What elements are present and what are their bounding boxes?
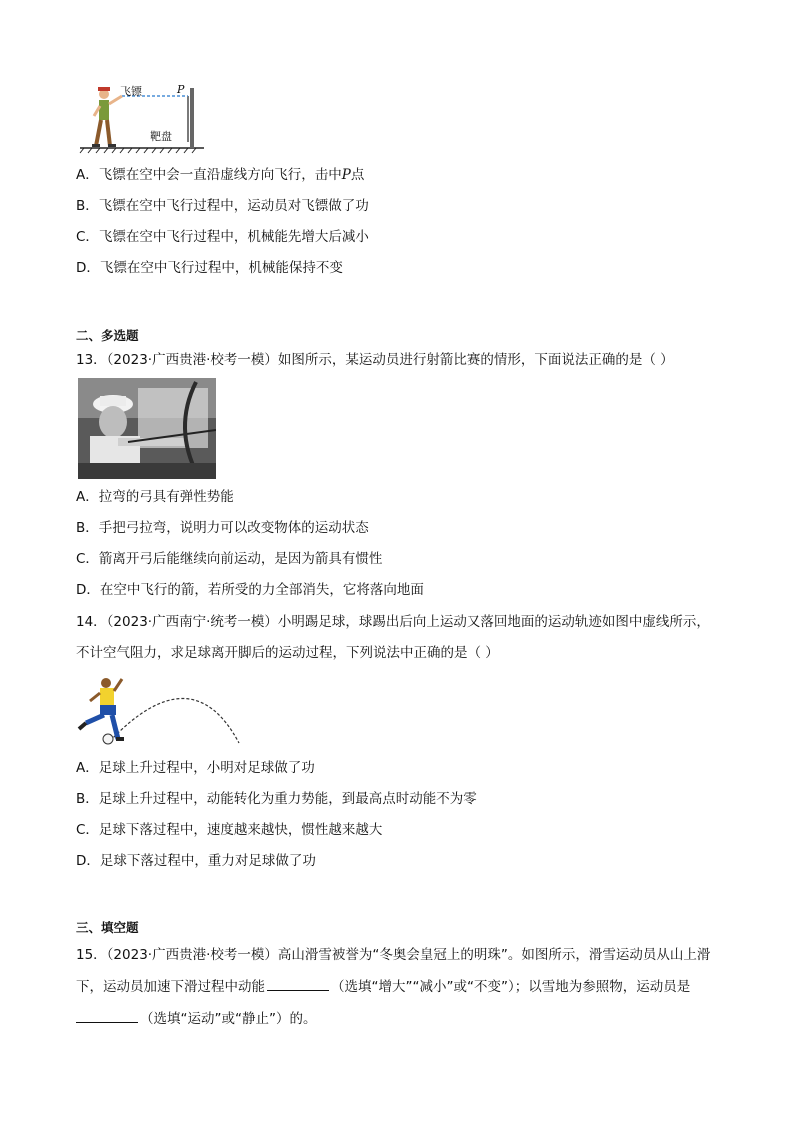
q15-line3-b: （选填“运动”或“静止”）的。 bbox=[140, 1011, 317, 1027]
q12-option-d: D．飞镖在空中飞行过程中，机械能保持不变 bbox=[76, 260, 343, 276]
q14-stem-line1: 14．（2023·广西南宁·统考一模）小明踢足球，球踢出后向上运动又落回地面的运动轨迹如图中虚线所示， bbox=[76, 614, 710, 630]
q15-line2-b: （选填“增大”“减小”或“不变”）；以雪地为参照物，运动员是 bbox=[331, 979, 691, 995]
ball-trajectory bbox=[110, 698, 239, 743]
q15-blank-1[interactable] bbox=[267, 976, 329, 991]
q13-option-c: C．箭离开弓后能继续向前运动，是因为箭具有惯性 bbox=[76, 551, 383, 567]
q13-option-a: A．拉弯的弓具有弹性势能 bbox=[76, 489, 234, 505]
q12-option-a-text: A．飞镖在空中会一直沿虚线方向飞行，击中 bbox=[76, 167, 342, 183]
q12-option-c: C．飞镖在空中飞行过程中，机械能先增大后减小 bbox=[76, 229, 369, 245]
section-heading-fill-in: 三、填空题 bbox=[76, 920, 139, 935]
q13-stem: 13．（2023·广西贵港·校考一模）如图所示，某运动员进行射箭比赛的情形，下面说法正确的是（ ） bbox=[76, 352, 674, 368]
dart-figure bbox=[78, 82, 208, 154]
q12-option-a bbox=[76, 165, 364, 185]
q15-line2-a: 下，运动员加速下滑过程中动能 bbox=[76, 979, 265, 995]
q15-blank-2[interactable] bbox=[76, 1008, 138, 1023]
q14-option-a: A．足球上升过程中，小明对足球做了功 bbox=[76, 760, 315, 776]
archery-photo bbox=[78, 378, 216, 479]
q15-line2 bbox=[76, 976, 690, 997]
q13-option-d: D．在空中飞行的箭，若所受的力全部消失，它将落向地面 bbox=[76, 582, 424, 598]
board-label: 靶盘 bbox=[150, 130, 172, 143]
q14-option-b: B．足球上升过程中，动能转化为重力势能，到最高点时动能不为零 bbox=[76, 791, 477, 807]
q14-option-d: D．足球下落过程中，重力对足球做了功 bbox=[76, 853, 316, 869]
q14-option-c: C．足球下落过程中，速度越来越快，惯性越来越大 bbox=[76, 822, 383, 838]
point-p: P bbox=[341, 167, 351, 183]
q15-line1: 15．（2023·广西贵港·校考一模）高山滑雪被誉为“冬奥会皇冠上的明珠”。如图所示，滑雪运动员从山上滑 bbox=[76, 947, 711, 963]
football-figure bbox=[74, 673, 244, 747]
q15-line3 bbox=[76, 1008, 316, 1029]
q14-stem-line2: 不计空气阻力，求足球离开脚后的运动过程，下列说法中正确的是（ ） bbox=[76, 645, 499, 661]
q12-option-a-tail: 点 bbox=[350, 167, 365, 183]
point-p-label: P bbox=[177, 83, 185, 96]
dart-label: 飞镖 bbox=[120, 85, 142, 98]
q13-option-b: B．手把弓拉弯，说明力可以改变物体的运动状态 bbox=[76, 520, 369, 536]
q12-option-b: B．飞镖在空中飞行过程中，运动员对飞镖做了功 bbox=[76, 198, 369, 214]
section-heading-multi-choice: 二、多选题 bbox=[76, 328, 139, 343]
